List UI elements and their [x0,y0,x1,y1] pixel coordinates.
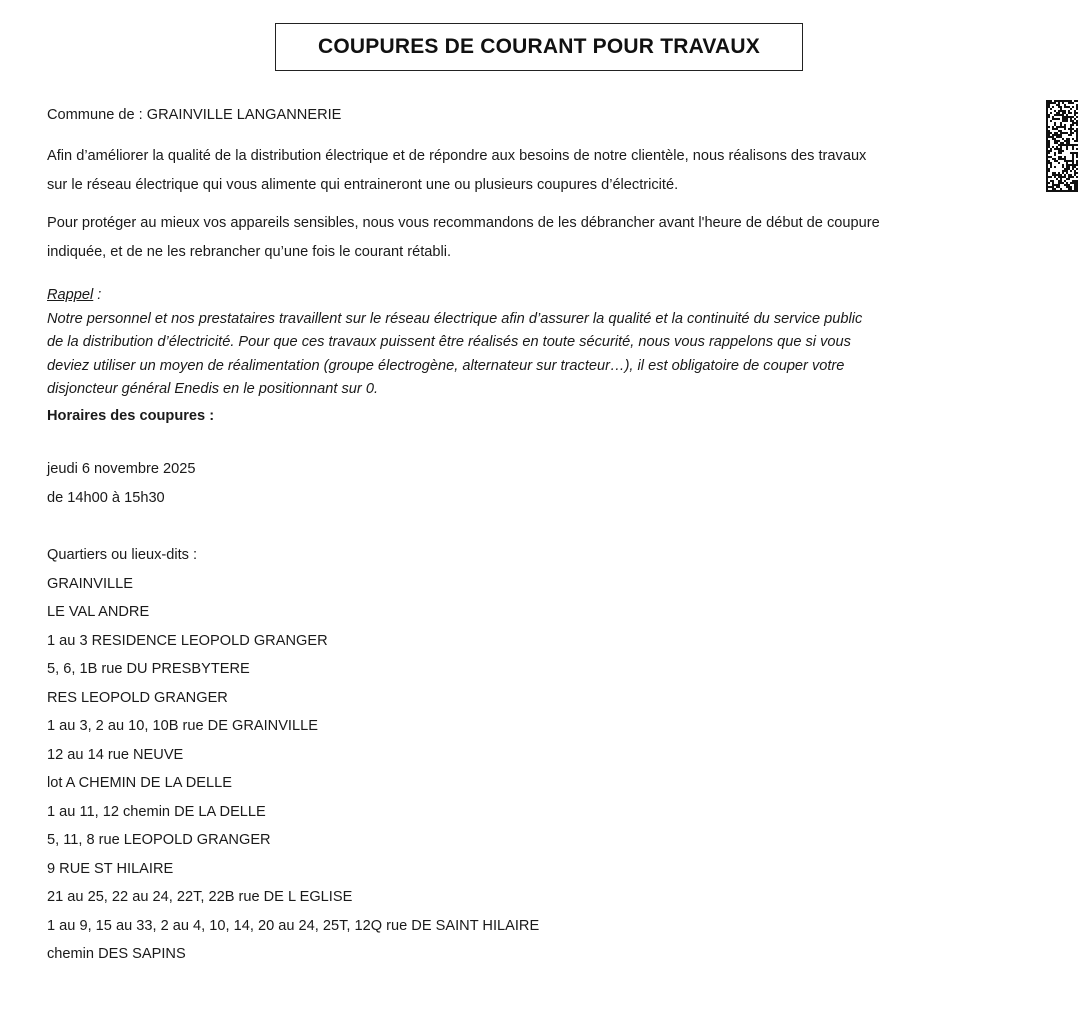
horaires-heading: Horaires des coupures : [47,408,215,424]
rappel-section [47,284,1007,402]
quartier-item: GRAINVILLE [47,575,133,592]
rappel-line: de la distribution d’électricité. Pour que ces travaux puissent être réalisés en toute sécurité, nous vous rappelons que si vous [47,334,851,350]
advice-paragraph [47,209,1007,266]
advice-line-1: Pour protéger au mieux vos appareils sensibles, nous vous recommandons de les débrancher avant l'heure de début de coupure [47,215,880,231]
outage-time-range: de 14h00 à 15h30 [47,489,165,506]
quartier-item: LE VAL ANDRE [47,604,150,620]
quartier-item: 5, 6, 1B rue DU PRESBYTERE [47,661,250,677]
intro-line-2: sur le réseau électrique qui vous alimente qui entraineront une ou plusieurs coupures d’électricité. [47,176,679,193]
outage-date: jeudi 6 novembre 2025 [47,461,196,477]
schedule-block [47,455,195,512]
quartier-item: 5, 11, 8 rue LEOPOLD GRANGER [47,832,271,848]
quartier-item: 1 au 3 RESIDENCE LEOPOLD GRANGER [47,632,328,649]
quartier-item: 1 au 11, 12 chemin DE LA DELLE [47,803,266,820]
rappel-heading [47,284,1007,308]
quartier-item: 1 au 3, 2 au 10, 10B rue DE GRAINVILLE [47,718,318,734]
quartier-item: RES LEOPOLD GRANGER [47,689,228,706]
intro-line-1: Afin d’améliorer la qualité de la distribution électrique et de répondre aux besoins de notre clientèle, nous réalisons des travaux [47,148,867,164]
commune-line: Commune de : GRAINVILLE LANGANNERIE [47,107,342,123]
datamatrix-code-icon [1046,100,1078,192]
quartier-item: chemin DES SAPINS [47,946,186,962]
quartier-item: 12 au 14 rue NEUVE [47,746,184,763]
rappel-line: disjoncteur général Enedis en le positionnant sur 0. [47,381,379,397]
quartier-item: lot A CHEMIN DE LA DELLE [47,775,232,791]
rappel-line: Notre personnel et nos prestataires travaillent sur le réseau électrique afin d’assurer la qualité et la continuité du service public [47,310,863,327]
quartier-item: 1 au 9, 15 au 33, 2 au 4, 10, 14, 20 au 24, 25T, 12Q rue DE SAINT HILAIRE [47,917,540,934]
quartiers-block [47,541,539,969]
quartier-item: 9 RUE ST HILAIRE [47,860,174,877]
rappel-label: Rappel [47,287,94,303]
title-box [275,23,803,71]
advice-line-2: indiquée, et de ne les rebrancher qu’une fois le courant rétabli. [47,243,452,260]
intro-paragraph [47,142,1007,199]
quartier-item: 21 au 25, 22 au 24, 22T, 22B rue DE L EGLISE [47,889,353,905]
rappel-line: deviez utiliser un moyen de réalimentation (groupe électrogène, alternateur sur tracteur…), il est obligatoire de couper votre [47,357,845,374]
page-title: COUPURES DE COURANT POUR TRAVAUX [318,35,760,58]
rappel-colon: : [93,287,102,303]
quartiers-heading: Quartiers ou lieux-dits : [47,547,198,563]
